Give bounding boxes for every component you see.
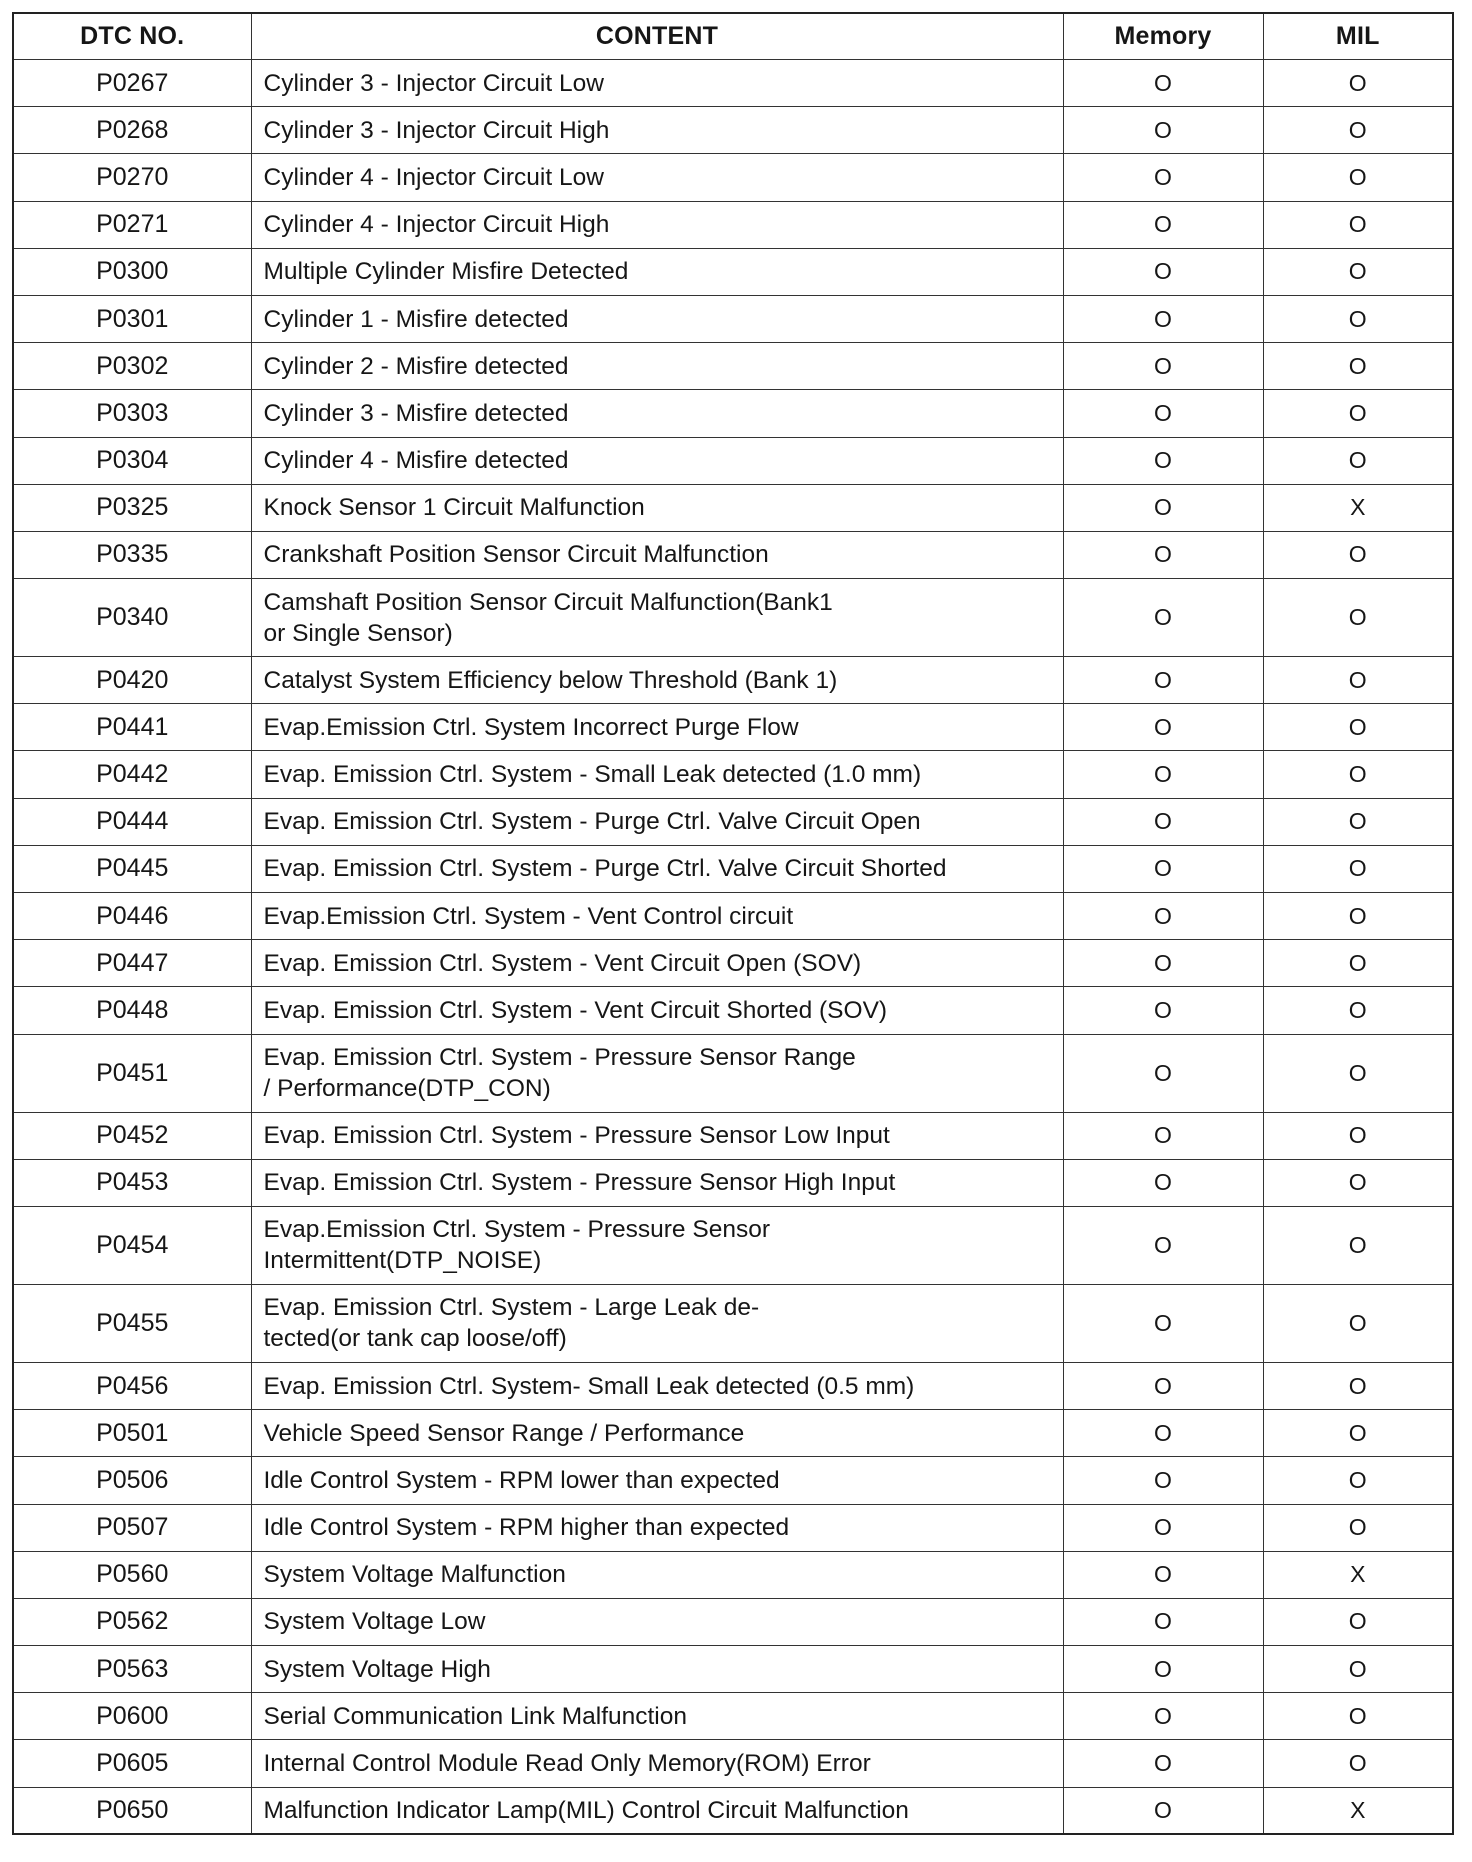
mil-cell: O — [1263, 657, 1453, 704]
header-content: CONTENT — [251, 13, 1063, 60]
dtc-code-cell: P0304 — [13, 437, 251, 484]
table-row — [13, 201, 1453, 248]
content-line: Camshaft Position Sensor Circuit Malfunction(Bank1 — [263, 588, 833, 616]
dtc-code-cell: P0446 — [13, 893, 251, 940]
dtc-code-cell: P0455 — [13, 1284, 251, 1362]
content-cell — [251, 107, 1063, 154]
mil-cell: O — [1263, 1693, 1453, 1740]
memory-cell: O — [1063, 1457, 1263, 1504]
content-line: Multiple Cylinder Misfire Detected — [263, 258, 629, 286]
content-line: Evap. Emission Ctrl. System - Pressure Sensor Range — [263, 1044, 856, 1072]
mil-cell: O — [1263, 1740, 1453, 1787]
table-row — [13, 940, 1453, 987]
table-row — [13, 1284, 1453, 1362]
dtc-code-cell: P0650 — [13, 1787, 251, 1834]
content-line: Evap.Emission Ctrl. System - Pressure Sensor — [263, 1216, 770, 1244]
dtc-code-cell: P0302 — [13, 343, 251, 390]
table-row — [13, 60, 1453, 107]
mil-cell: O — [1263, 437, 1453, 484]
content-line: Evap. Emission Ctrl. System - Vent Circuit Shorted (SOV) — [263, 996, 888, 1024]
content-cell — [251, 390, 1063, 437]
content-line: Crankshaft Position Sensor Circuit Malfunction — [263, 541, 769, 569]
table-row — [13, 657, 1453, 704]
content-cell — [251, 893, 1063, 940]
table-row — [13, 1693, 1453, 1740]
dtc-code-cell: P0454 — [13, 1206, 251, 1284]
dtc-code-cell: P0605 — [13, 1740, 251, 1787]
memory-cell: O — [1063, 751, 1263, 798]
mil-cell: O — [1263, 154, 1453, 201]
memory-cell: O — [1063, 201, 1263, 248]
content-line: Evap. Emission Ctrl. System - Purge Ctrl. Valve Circuit Shorted — [263, 855, 947, 883]
content-line: Evap. Emission Ctrl. System - Pressure Sensor Low Input — [263, 1122, 890, 1150]
memory-cell: O — [1063, 1159, 1263, 1206]
mil-cell: X — [1263, 1551, 1453, 1598]
content-cell — [251, 1740, 1063, 1787]
content-line: Cylinder 3 - Injector Circuit High — [263, 116, 610, 144]
mil-cell: O — [1263, 751, 1453, 798]
content-cell — [251, 751, 1063, 798]
content-cell — [251, 1598, 1063, 1645]
memory-cell: O — [1063, 60, 1263, 107]
mil-cell: O — [1263, 1362, 1453, 1409]
content-cell — [251, 987, 1063, 1034]
memory-cell: O — [1063, 484, 1263, 531]
mil-cell: O — [1263, 893, 1453, 940]
table-header — [13, 13, 1453, 60]
memory-cell: O — [1063, 1740, 1263, 1787]
dtc-code-cell: P0267 — [13, 60, 251, 107]
content-line: Knock Sensor 1 Circuit Malfunction — [263, 494, 645, 522]
content-line: or Single Sensor) — [263, 619, 453, 647]
dtc-code-cell: P0441 — [13, 704, 251, 751]
content-line: Malfunction Indicator Lamp(MIL) Control Circuit Malfunction — [263, 1796, 909, 1824]
memory-cell: O — [1063, 1693, 1263, 1740]
mil-cell: O — [1263, 1646, 1453, 1693]
dtc-code-cell: P0563 — [13, 1646, 251, 1693]
mil-cell: O — [1263, 1159, 1453, 1206]
content-line: Evap.Emission Ctrl. System Incorrect Purge Flow — [263, 713, 799, 741]
memory-cell: O — [1063, 295, 1263, 342]
content-cell — [251, 657, 1063, 704]
content-cell — [251, 845, 1063, 892]
content-cell — [251, 1362, 1063, 1409]
table-row — [13, 1551, 1453, 1598]
content-cell — [251, 295, 1063, 342]
memory-cell: O — [1063, 531, 1263, 578]
dtc-code-cell: P0600 — [13, 1693, 251, 1740]
table-row — [13, 704, 1453, 751]
memory-cell: O — [1063, 579, 1263, 657]
content-line: Evap.Emission Ctrl. System - Vent Control circuit — [263, 902, 794, 930]
header-dtc-no: DTC NO. — [13, 13, 251, 60]
mil-cell: O — [1263, 295, 1453, 342]
dtc-code-cell: P0442 — [13, 751, 251, 798]
mil-cell: O — [1263, 987, 1453, 1034]
header-mil: MIL — [1263, 13, 1453, 60]
content-cell — [251, 201, 1063, 248]
mil-cell: O — [1263, 1457, 1453, 1504]
table-row — [13, 1159, 1453, 1206]
content-cell — [251, 1159, 1063, 1206]
memory-cell: O — [1063, 1504, 1263, 1551]
content-line: Cylinder 4 - Injector Circuit High — [263, 211, 610, 239]
dtc-code-cell: P0451 — [13, 1034, 251, 1112]
content-cell — [251, 248, 1063, 295]
dtc-code-cell: P0444 — [13, 798, 251, 845]
content-line: System Voltage Malfunction — [263, 1561, 566, 1589]
memory-cell: O — [1063, 893, 1263, 940]
table-row — [13, 1646, 1453, 1693]
table-row — [13, 1787, 1453, 1834]
dtc-code-cell: P0335 — [13, 531, 251, 578]
mil-cell: O — [1263, 343, 1453, 390]
mil-cell: O — [1263, 845, 1453, 892]
memory-cell: O — [1063, 390, 1263, 437]
content-cell — [251, 579, 1063, 657]
content-cell — [251, 60, 1063, 107]
table-body — [13, 60, 1453, 1835]
memory-cell: O — [1063, 1206, 1263, 1284]
content-line: Intermittent(DTP_NOISE) — [263, 1247, 542, 1275]
content-line: Cylinder 1 - Misfire detected — [263, 305, 569, 333]
dtc-code-cell: P0447 — [13, 940, 251, 987]
content-line: Serial Communication Link Malfunction — [263, 1702, 687, 1730]
dtc-code-cell: P0501 — [13, 1410, 251, 1457]
content-cell — [251, 704, 1063, 751]
content-line: tected(or tank cap loose/off) — [263, 1325, 567, 1353]
table-row — [13, 1362, 1453, 1409]
mil-cell: O — [1263, 798, 1453, 845]
content-line: Evap. Emission Ctrl. System - Large Leak de- — [263, 1294, 760, 1322]
mil-cell: O — [1263, 107, 1453, 154]
content-line: Cylinder 4 - Injector Circuit Low — [263, 163, 604, 191]
memory-cell: O — [1063, 248, 1263, 295]
mil-cell: O — [1263, 1504, 1453, 1551]
dtc-code-cell: P0301 — [13, 295, 251, 342]
table-row — [13, 107, 1453, 154]
content-cell — [251, 1112, 1063, 1159]
memory-cell: O — [1063, 940, 1263, 987]
memory-cell: O — [1063, 1034, 1263, 1112]
content-cell — [251, 940, 1063, 987]
table-row — [13, 154, 1453, 201]
content-line: Evap. Emission Ctrl. System - Pressure Sensor High Input — [263, 1169, 896, 1197]
mil-cell: O — [1263, 531, 1453, 578]
dtc-code-cell: P0420 — [13, 657, 251, 704]
memory-cell: O — [1063, 1598, 1263, 1645]
content-line: Cylinder 3 - Injector Circuit Low — [263, 69, 604, 97]
table-row — [13, 1206, 1453, 1284]
dtc-code-cell: P0562 — [13, 1598, 251, 1645]
table-row — [13, 987, 1453, 1034]
table-row — [13, 531, 1453, 578]
content-cell — [251, 1787, 1063, 1834]
table-row — [13, 1034, 1453, 1112]
content-line: Cylinder 4 - Misfire detected — [263, 447, 569, 475]
dtc-code-cell: P0270 — [13, 154, 251, 201]
dtc-code-cell: P0507 — [13, 1504, 251, 1551]
content-line: System Voltage Low — [263, 1608, 486, 1636]
dtc-code-cell: P0456 — [13, 1362, 251, 1409]
mil-cell: O — [1263, 1206, 1453, 1284]
dtc-code-cell: P0268 — [13, 107, 251, 154]
content-cell — [251, 1410, 1063, 1457]
content-cell — [251, 343, 1063, 390]
table-row — [13, 248, 1453, 295]
content-line: Cylinder 2 - Misfire detected — [263, 352, 569, 380]
table-row — [13, 845, 1453, 892]
content-line: Internal Control Module Read Only Memory(ROM) Error — [263, 1750, 871, 1778]
header-memory: Memory — [1063, 13, 1263, 60]
content-line: Cylinder 3 - Misfire detected — [263, 399, 569, 427]
content-cell — [251, 531, 1063, 578]
table-row — [13, 343, 1453, 390]
mil-cell: O — [1263, 579, 1453, 657]
mil-cell: O — [1263, 201, 1453, 248]
content-cell — [251, 1034, 1063, 1112]
content-line: Evap. Emission Ctrl. System - Purge Ctrl. Valve Circuit Open — [263, 808, 921, 836]
memory-cell: O — [1063, 107, 1263, 154]
mil-cell: O — [1263, 1598, 1453, 1645]
content-cell — [251, 1284, 1063, 1362]
memory-cell: O — [1063, 154, 1263, 201]
table-row — [13, 1504, 1453, 1551]
mil-cell: O — [1263, 1284, 1453, 1362]
dtc-code-cell: P0506 — [13, 1457, 251, 1504]
memory-cell: O — [1063, 1410, 1263, 1457]
dtc-code-cell: P0340 — [13, 579, 251, 657]
table-row — [13, 893, 1453, 940]
content-line: Evap. Emission Ctrl. System - Small Leak detected (1.0 mm) — [263, 761, 922, 789]
table-row — [13, 1112, 1453, 1159]
dtc-code-cell: P0448 — [13, 987, 251, 1034]
table-row — [13, 579, 1453, 657]
content-cell — [251, 437, 1063, 484]
mil-cell: O — [1263, 704, 1453, 751]
mil-cell: O — [1263, 940, 1453, 987]
content-line: Idle Control System - RPM higher than expected — [263, 1514, 790, 1542]
content-cell — [251, 154, 1063, 201]
content-cell — [251, 1206, 1063, 1284]
table-row — [13, 295, 1453, 342]
memory-cell: O — [1063, 1112, 1263, 1159]
dtc-code-cell: P0300 — [13, 248, 251, 295]
header-row — [13, 13, 1453, 60]
memory-cell: O — [1063, 1551, 1263, 1598]
memory-cell: O — [1063, 1362, 1263, 1409]
memory-cell: O — [1063, 343, 1263, 390]
table-row — [13, 484, 1453, 531]
content-cell — [251, 1457, 1063, 1504]
table-row — [13, 751, 1453, 798]
mil-cell: O — [1263, 60, 1453, 107]
dtc-code-cell: P0445 — [13, 845, 251, 892]
dtc-code-cell: P0325 — [13, 484, 251, 531]
content-cell — [251, 1693, 1063, 1740]
dtc-code-cell: P0271 — [13, 201, 251, 248]
content-line: Catalyst System Efficiency below Threshold (Bank 1) — [263, 666, 838, 694]
table-row — [13, 1457, 1453, 1504]
table-row — [13, 1740, 1453, 1787]
mil-cell: X — [1263, 484, 1453, 531]
content-line: System Voltage High — [263, 1655, 491, 1683]
memory-cell: O — [1063, 1646, 1263, 1693]
mil-cell: O — [1263, 1410, 1453, 1457]
dtc-code-cell: P0453 — [13, 1159, 251, 1206]
mil-cell: O — [1263, 390, 1453, 437]
content-line: Idle Control System - RPM lower than expected — [263, 1466, 780, 1494]
table-row — [13, 437, 1453, 484]
mil-cell: O — [1263, 248, 1453, 295]
content-line: Vehicle Speed Sensor Range / Performance — [263, 1419, 745, 1447]
table-row — [13, 390, 1453, 437]
content-line: / Performance(DTP_CON) — [263, 1075, 551, 1103]
content-line: Evap. Emission Ctrl. System - Vent Circuit Open (SOV) — [263, 949, 862, 977]
dtc-table — [12, 12, 1454, 1835]
dtc-code-cell: P0560 — [13, 1551, 251, 1598]
content-cell — [251, 1646, 1063, 1693]
memory-cell: O — [1063, 1787, 1263, 1834]
dtc-code-cell: P0452 — [13, 1112, 251, 1159]
mil-cell: X — [1263, 1787, 1453, 1834]
mil-cell: O — [1263, 1034, 1453, 1112]
memory-cell: O — [1063, 987, 1263, 1034]
memory-cell: O — [1063, 704, 1263, 751]
memory-cell: O — [1063, 1284, 1263, 1362]
table-row — [13, 798, 1453, 845]
mil-cell: O — [1263, 1112, 1453, 1159]
content-cell — [251, 1551, 1063, 1598]
memory-cell: O — [1063, 437, 1263, 484]
content-cell — [251, 798, 1063, 845]
table-row — [13, 1410, 1453, 1457]
memory-cell: O — [1063, 845, 1263, 892]
table-row — [13, 1598, 1453, 1645]
content-cell — [251, 484, 1063, 531]
memory-cell: O — [1063, 657, 1263, 704]
dtc-code-cell: P0303 — [13, 390, 251, 437]
memory-cell: O — [1063, 798, 1263, 845]
content-line: Evap. Emission Ctrl. System- Small Leak detected (0.5 mm) — [263, 1372, 915, 1400]
content-cell — [251, 1504, 1063, 1551]
